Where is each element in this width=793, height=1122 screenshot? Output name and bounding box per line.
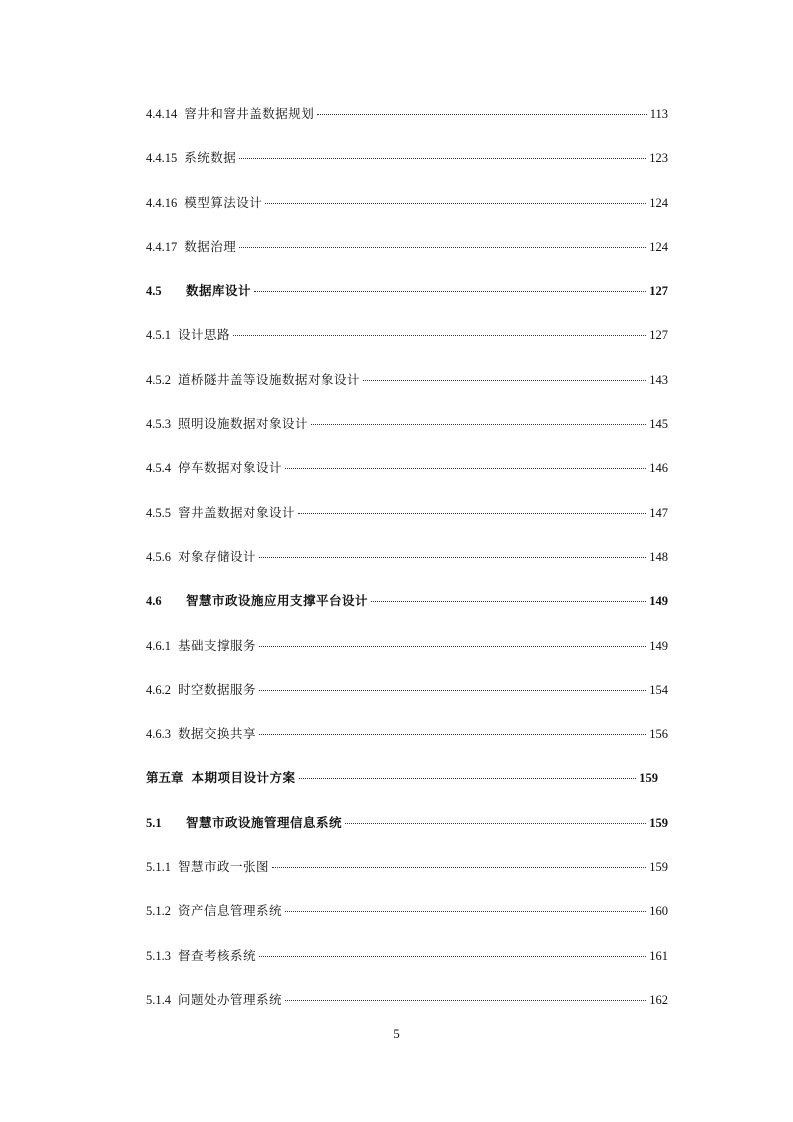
toc-dot-leader <box>371 601 646 602</box>
toc-entry-page: 162 <box>649 992 668 1007</box>
toc-dot-leader <box>259 646 646 647</box>
table-of-contents <box>146 100 668 1030</box>
toc-dot-leader <box>259 734 646 735</box>
toc-entry[interactable] <box>146 676 668 720</box>
toc-entry-title: 数据交换共享 <box>178 726 257 742</box>
toc-dot-leader <box>259 690 646 691</box>
toc-entry-number: 5.1.1 <box>146 860 171 875</box>
toc-entry-number: 4.4.17 <box>146 239 178 254</box>
toc-entry-page: 147 <box>649 505 668 520</box>
toc-dot-leader <box>299 778 637 779</box>
toc-dot-leader <box>285 911 646 912</box>
toc-entry[interactable] <box>146 277 668 321</box>
toc-entry-number: 4.5 <box>146 284 162 299</box>
toc-entry-number: 4.6.3 <box>146 727 171 742</box>
toc-entry-number: 5.1 <box>146 815 162 830</box>
toc-entry-title: 基础支撑服务 <box>178 637 257 653</box>
toc-entry-title: 智慧市政设施应用支撑平台设计 <box>186 593 369 609</box>
toc-entry-title: 模型算法设计 <box>184 194 263 210</box>
toc-dot-leader <box>265 203 646 204</box>
toc-entry[interactable] <box>146 764 668 808</box>
toc-dot-leader <box>259 557 646 558</box>
toc-entry-title: 数据治理 <box>184 238 237 254</box>
toc-entry-number: 第五章 <box>146 771 184 786</box>
toc-entry-page: 145 <box>649 417 668 432</box>
toc-entry[interactable] <box>146 454 668 498</box>
toc-entry-title: 系统数据 <box>184 150 237 166</box>
toc-dot-leader <box>254 291 646 292</box>
toc-entry-number: 4.5.6 <box>146 549 171 564</box>
toc-entry-page: 124 <box>649 239 668 254</box>
toc-entry-number: 5.1.3 <box>146 948 171 963</box>
toc-entry[interactable] <box>146 809 668 853</box>
toc-entry-title: 对象存储设计 <box>178 548 257 564</box>
toc-entry-number: 4.5.1 <box>146 328 171 343</box>
toc-entry-number: 4.4.14 <box>146 107 178 121</box>
toc-entry-title: 数据库设计 <box>186 283 252 299</box>
toc-entry-page: 149 <box>649 638 668 653</box>
toc-entry-title: 时空数据服务 <box>178 681 257 697</box>
toc-entry[interactable] <box>146 853 668 897</box>
toc-dot-leader <box>233 335 646 336</box>
page-number: 5 <box>393 1026 400 1041</box>
toc-entry-page: 159 <box>639 771 658 786</box>
toc-entry-title: 设计思路 <box>178 327 231 343</box>
toc-entry[interactable] <box>146 543 668 587</box>
toc-entry-number: 4.6.1 <box>146 638 171 653</box>
toc-dot-leader <box>298 513 646 514</box>
toc-dot-leader <box>345 823 646 824</box>
toc-entry-page: 143 <box>649 372 668 387</box>
toc-entry[interactable] <box>146 233 668 277</box>
toc-entry-title: 智慧市政一张图 <box>178 859 270 875</box>
toc-entry[interactable] <box>146 321 668 365</box>
toc-entry[interactable] <box>146 499 668 543</box>
toc-entry[interactable] <box>146 587 668 631</box>
toc-entry-title: 停车数据对象设计 <box>178 460 283 476</box>
toc-entry-page: 148 <box>649 549 668 564</box>
toc-entry-title: 照明设施数据对象设计 <box>178 416 309 432</box>
toc-entry-number: 4.5.2 <box>146 372 171 387</box>
toc-dot-leader <box>285 468 646 469</box>
toc-entry-page: 156 <box>649 727 668 742</box>
toc-entry-number: 5.1.2 <box>146 904 171 919</box>
toc-entry[interactable] <box>146 942 668 986</box>
toc-dot-leader <box>272 867 646 868</box>
toc-entry[interactable] <box>146 144 668 188</box>
toc-entry-page: 159 <box>649 860 668 875</box>
toc-entry-page: 113 <box>649 107 668 121</box>
toc-entry-title: 问题处办管理系统 <box>178 991 283 1007</box>
toc-entry-page: 124 <box>649 195 668 210</box>
toc-entry[interactable] <box>146 897 668 941</box>
toc-dot-leader <box>285 1000 646 1001</box>
toc-entry-title: 本期项目设计方案 <box>191 770 296 786</box>
toc-entry-title: 窨井和窨井盖数据规划 <box>184 106 315 121</box>
toc-entry[interactable] <box>146 100 668 144</box>
toc-entry[interactable] <box>146 189 668 233</box>
toc-entry-title: 督查考核系统 <box>178 947 257 963</box>
toc-dot-leader <box>259 956 646 957</box>
toc-entry-number: 4.6 <box>146 594 162 609</box>
toc-entry-number: 5.1.4 <box>146 992 171 1007</box>
toc-entry-number: 4.5.4 <box>146 461 171 476</box>
toc-entry-page: 127 <box>649 328 668 343</box>
toc-entry-page: 146 <box>649 461 668 476</box>
toc-entry-page: 149 <box>649 594 668 609</box>
toc-entry[interactable] <box>146 720 668 764</box>
toc-entry[interactable] <box>146 986 668 1030</box>
toc-entry-page: 161 <box>649 948 668 963</box>
toc-dot-leader <box>239 247 646 248</box>
toc-entry-title: 智慧市政设施管理信息系统 <box>186 814 343 830</box>
toc-entry-title: 道桥隧井盖等设施数据对象设计 <box>178 371 361 387</box>
toc-entry[interactable] <box>146 632 668 676</box>
toc-entry-number: 4.4.16 <box>146 195 178 210</box>
toc-entry-title: 资产信息管理系统 <box>178 903 283 919</box>
toc-dot-leader <box>363 380 646 381</box>
toc-entry-page: 127 <box>649 284 668 299</box>
toc-entry-number: 4.6.2 <box>146 682 171 697</box>
toc-entry-page: 123 <box>649 151 668 166</box>
toc-entry[interactable] <box>146 366 668 410</box>
toc-entry-title: 窨井盖数据对象设计 <box>178 504 296 520</box>
toc-entry-number: 4.5.3 <box>146 417 171 432</box>
toc-dot-leader <box>239 158 646 159</box>
toc-entry-number: 4.5.5 <box>146 505 171 520</box>
toc-entry-page: 154 <box>649 682 668 697</box>
toc-entry-page: 160 <box>649 904 668 919</box>
toc-entry-page: 159 <box>649 815 668 830</box>
toc-dot-leader <box>311 424 646 425</box>
toc-entry-number: 4.4.15 <box>146 151 178 166</box>
toc-entry[interactable] <box>146 410 668 454</box>
toc-dot-leader <box>317 114 646 115</box>
